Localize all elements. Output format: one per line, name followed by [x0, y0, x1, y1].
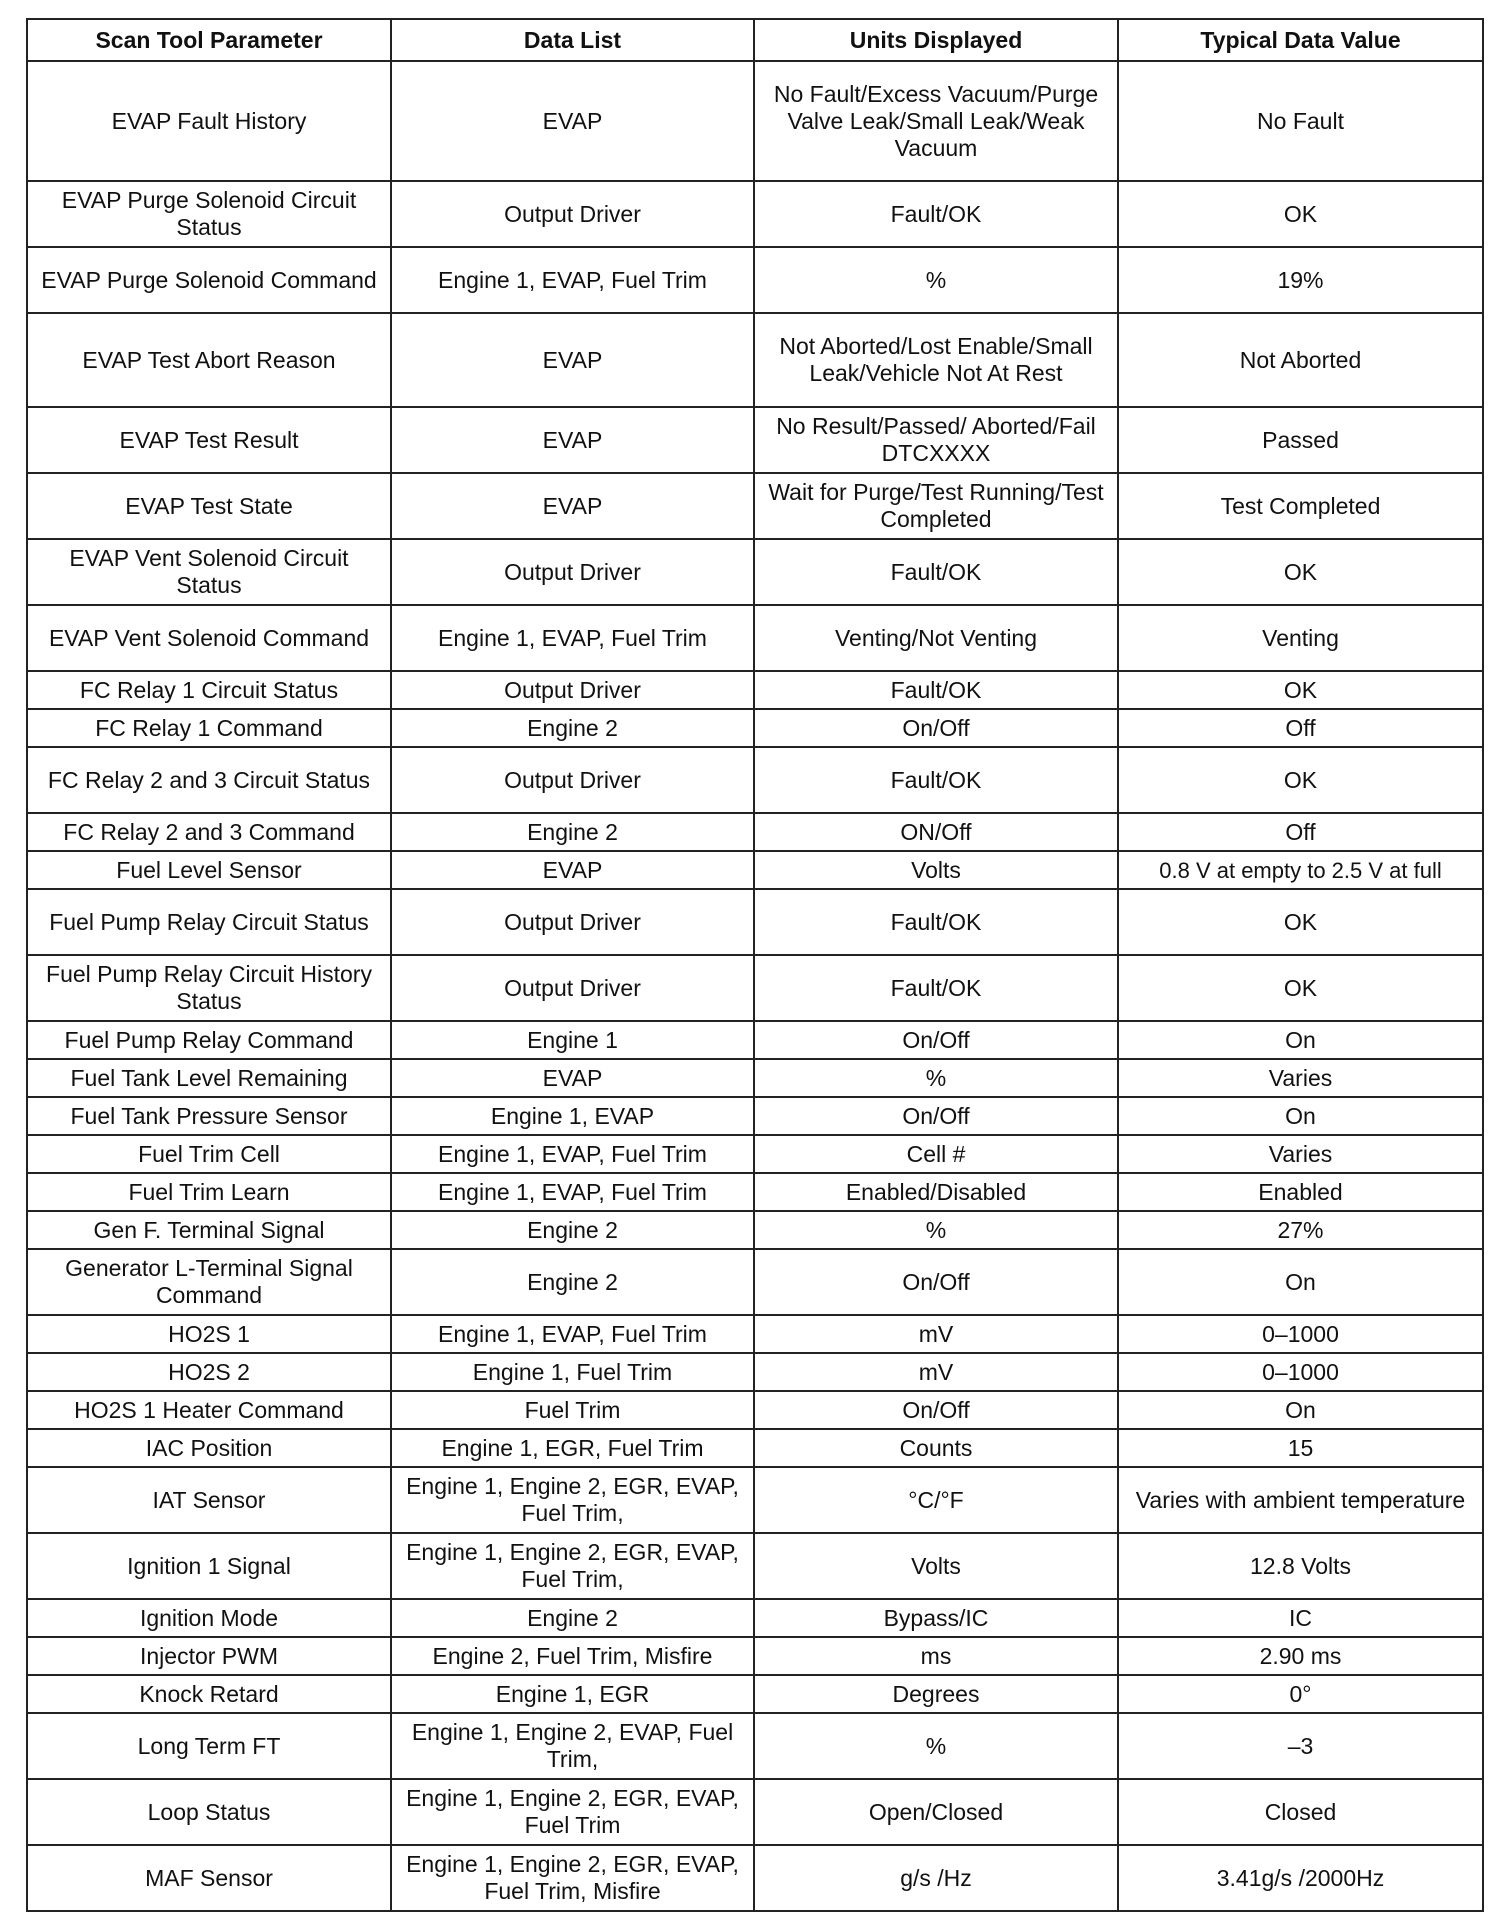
- table-row: [27, 709, 1483, 747]
- table-row: [27, 1097, 1483, 1135]
- cell-data-list: Engine 1, EVAP, Fuel Trim: [391, 1135, 754, 1173]
- cell-typical-value: 12.8 Volts: [1118, 1533, 1483, 1599]
- table-row: [27, 181, 1483, 247]
- cell-data-list: Engine 1, Engine 2, EGR, EVAP, Fuel Trim,: [391, 1467, 754, 1533]
- cell-parameter: Fuel Tank Level Remaining: [27, 1059, 391, 1097]
- cell-typical-value: 0–1000: [1118, 1315, 1483, 1353]
- table-row: [27, 1637, 1483, 1675]
- cell-typical-value: 3.41g/s /2000Hz: [1118, 1845, 1483, 1911]
- cell-parameter: EVAP Vent Solenoid Circuit Status: [27, 539, 391, 605]
- cell-typical-value: OK: [1118, 539, 1483, 605]
- cell-data-list: Output Driver: [391, 539, 754, 605]
- cell-data-list: Output Driver: [391, 955, 754, 1021]
- table-row: [27, 1173, 1483, 1211]
- cell-units: Volts: [754, 851, 1118, 889]
- cell-data-list: Engine 1, Engine 2, EGR, EVAP, Fuel Trim: [391, 1779, 754, 1845]
- cell-units: °C/°F: [754, 1467, 1118, 1533]
- header-scan-tool-parameter: Scan Tool Parameter: [27, 19, 391, 61]
- cell-units: Fault/OK: [754, 955, 1118, 1021]
- cell-parameter: FC Relay 1 Command: [27, 709, 391, 747]
- cell-data-list: Engine 1, EVAP, Fuel Trim: [391, 1173, 754, 1211]
- cell-units: Enabled/Disabled: [754, 1173, 1118, 1211]
- table-row: [27, 955, 1483, 1021]
- cell-data-list: Engine 1, EVAP: [391, 1097, 754, 1135]
- cell-parameter: Gen F. Terminal Signal: [27, 1211, 391, 1249]
- cell-data-list: Engine 1, EVAP, Fuel Trim: [391, 1315, 754, 1353]
- cell-units: %: [754, 1059, 1118, 1097]
- scan-tool-data-sheet: [26, 18, 1482, 1912]
- cell-parameter: Loop Status: [27, 1779, 391, 1845]
- cell-typical-value: On: [1118, 1249, 1483, 1315]
- cell-typical-value: Not Aborted: [1118, 313, 1483, 407]
- cell-parameter: IAC Position: [27, 1429, 391, 1467]
- table-row: [27, 605, 1483, 671]
- cell-data-list: EVAP: [391, 313, 754, 407]
- table-row: [27, 747, 1483, 813]
- cell-parameter: FC Relay 1 Circuit Status: [27, 671, 391, 709]
- cell-typical-value: No Fault: [1118, 61, 1483, 181]
- cell-parameter: Fuel Trim Cell: [27, 1135, 391, 1173]
- cell-units: On/Off: [754, 1097, 1118, 1135]
- cell-typical-value: On: [1118, 1097, 1483, 1135]
- cell-parameter: Knock Retard: [27, 1675, 391, 1713]
- cell-units: On/Off: [754, 1249, 1118, 1315]
- cell-data-list: EVAP: [391, 851, 754, 889]
- cell-units: Fault/OK: [754, 747, 1118, 813]
- header-data-list: Data List: [391, 19, 754, 61]
- cell-parameter: IAT Sensor: [27, 1467, 391, 1533]
- cell-data-list: Engine 2, Fuel Trim, Misfire: [391, 1637, 754, 1675]
- table-row: [27, 1713, 1483, 1779]
- cell-typical-value: –3: [1118, 1713, 1483, 1779]
- cell-typical-value: IC: [1118, 1599, 1483, 1637]
- table-row: [27, 889, 1483, 955]
- cell-data-list: Engine 2: [391, 813, 754, 851]
- cell-units: ON/Off: [754, 813, 1118, 851]
- table-header: [27, 19, 1483, 61]
- header-row: [27, 19, 1483, 61]
- cell-units: Bypass/IC: [754, 1599, 1118, 1637]
- cell-parameter: Generator L-Terminal Signal Command: [27, 1249, 391, 1315]
- cell-typical-value: On: [1118, 1391, 1483, 1429]
- table-row: [27, 407, 1483, 473]
- cell-data-list: Engine 1, Engine 2, EGR, EVAP, Fuel Trim,: [391, 1533, 754, 1599]
- cell-data-list: Engine 1, Fuel Trim: [391, 1353, 754, 1391]
- table-row: [27, 1391, 1483, 1429]
- table-row: [27, 1845, 1483, 1911]
- table-row: [27, 1249, 1483, 1315]
- cell-parameter: Fuel Pump Relay Circuit History Status: [27, 955, 391, 1021]
- table-row: [27, 1059, 1483, 1097]
- cell-typical-value: OK: [1118, 181, 1483, 247]
- cell-units: Fault/OK: [754, 181, 1118, 247]
- cell-data-list: EVAP: [391, 1059, 754, 1097]
- table-row: [27, 1467, 1483, 1533]
- table-row: [27, 1353, 1483, 1391]
- cell-data-list: Output Driver: [391, 181, 754, 247]
- cell-typical-value: OK: [1118, 671, 1483, 709]
- table-row: [27, 1021, 1483, 1059]
- table-row: [27, 1315, 1483, 1353]
- cell-data-list: Output Driver: [391, 889, 754, 955]
- cell-units: Fault/OK: [754, 671, 1118, 709]
- cell-data-list: Engine 1: [391, 1021, 754, 1059]
- cell-typical-value: Off: [1118, 813, 1483, 851]
- cell-units: Counts: [754, 1429, 1118, 1467]
- cell-units: ms: [754, 1637, 1118, 1675]
- cell-typical-value: Venting: [1118, 605, 1483, 671]
- cell-data-list: Output Driver: [391, 747, 754, 813]
- table-row: [27, 1429, 1483, 1467]
- cell-data-list: Engine 1, EGR: [391, 1675, 754, 1713]
- cell-units: Fault/OK: [754, 889, 1118, 955]
- cell-typical-value: Off: [1118, 709, 1483, 747]
- cell-data-list: EVAP: [391, 407, 754, 473]
- cell-parameter: Injector PWM: [27, 1637, 391, 1675]
- cell-data-list: Engine 1, EVAP, Fuel Trim: [391, 247, 754, 313]
- cell-units: Volts: [754, 1533, 1118, 1599]
- cell-parameter: EVAP Fault History: [27, 61, 391, 181]
- cell-typical-value: Test Completed: [1118, 473, 1483, 539]
- table-body: [27, 61, 1483, 1911]
- cell-typical-value: OK: [1118, 747, 1483, 813]
- cell-parameter: EVAP Test Abort Reason: [27, 313, 391, 407]
- cell-parameter: HO2S 1: [27, 1315, 391, 1353]
- table-row: [27, 1779, 1483, 1845]
- cell-parameter: Ignition 1 Signal: [27, 1533, 391, 1599]
- cell-data-list: Engine 2: [391, 1599, 754, 1637]
- cell-parameter: Fuel Tank Pressure Sensor: [27, 1097, 391, 1135]
- cell-parameter: FC Relay 2 and 3 Circuit Status: [27, 747, 391, 813]
- cell-parameter: Ignition Mode: [27, 1599, 391, 1637]
- cell-typical-value: 0.8 V at empty to 2.5 V at full: [1118, 851, 1483, 889]
- cell-typical-value: Enabled: [1118, 1173, 1483, 1211]
- cell-data-list: Engine 1, EVAP, Fuel Trim: [391, 605, 754, 671]
- cell-units: %: [754, 1713, 1118, 1779]
- header-units-displayed: Units Displayed: [754, 19, 1118, 61]
- cell-units: Venting/Not Venting: [754, 605, 1118, 671]
- cell-units: On/Off: [754, 709, 1118, 747]
- cell-parameter: Fuel Pump Relay Command: [27, 1021, 391, 1059]
- cell-units: Not Aborted/Lost Enable/Small Leak/Vehicle Not At Rest: [754, 313, 1118, 407]
- cell-units: On/Off: [754, 1391, 1118, 1429]
- cell-typical-value: Closed: [1118, 1779, 1483, 1845]
- cell-data-list: Engine 1, EGR, Fuel Trim: [391, 1429, 754, 1467]
- cell-data-list: Engine 2: [391, 709, 754, 747]
- cell-units: g/s /Hz: [754, 1845, 1118, 1911]
- table-row: [27, 313, 1483, 407]
- cell-typical-value: Varies: [1118, 1059, 1483, 1097]
- cell-units: On/Off: [754, 1021, 1118, 1059]
- cell-data-list: EVAP: [391, 473, 754, 539]
- table-row: [27, 473, 1483, 539]
- cell-parameter: HO2S 1 Heater Command: [27, 1391, 391, 1429]
- cell-units: mV: [754, 1353, 1118, 1391]
- table-row: [27, 1135, 1483, 1173]
- cell-parameter: FC Relay 2 and 3 Command: [27, 813, 391, 851]
- table-row: [27, 671, 1483, 709]
- cell-data-list: Engine 1, Engine 2, EGR, EVAP, Fuel Trim, Misfire: [391, 1845, 754, 1911]
- cell-parameter: EVAP Purge Solenoid Command: [27, 247, 391, 313]
- cell-typical-value: 2.90 ms: [1118, 1637, 1483, 1675]
- cell-typical-value: 27%: [1118, 1211, 1483, 1249]
- table-row: [27, 1675, 1483, 1713]
- cell-units: No Result/Passed/ Aborted/Fail DTCXXXX: [754, 407, 1118, 473]
- cell-parameter: MAF Sensor: [27, 1845, 391, 1911]
- table-row: [27, 851, 1483, 889]
- scan-tool-data-table: [26, 18, 1484, 1912]
- cell-typical-value: OK: [1118, 955, 1483, 1021]
- cell-parameter: Long Term FT: [27, 1713, 391, 1779]
- cell-data-list: Engine 1, Engine 2, EVAP, Fuel Trim,: [391, 1713, 754, 1779]
- table-row: [27, 247, 1483, 313]
- cell-typical-value: Passed: [1118, 407, 1483, 473]
- cell-typical-value: Varies: [1118, 1135, 1483, 1173]
- cell-parameter: Fuel Trim Learn: [27, 1173, 391, 1211]
- cell-units: %: [754, 247, 1118, 313]
- cell-units: mV: [754, 1315, 1118, 1353]
- cell-parameter: EVAP Test Result: [27, 407, 391, 473]
- cell-data-list: Engine 2: [391, 1211, 754, 1249]
- cell-units: Cell #: [754, 1135, 1118, 1173]
- cell-parameter: Fuel Pump Relay Circuit Status: [27, 889, 391, 955]
- cell-typical-value: 0–1000: [1118, 1353, 1483, 1391]
- cell-typical-value: Varies with ambient temperature: [1118, 1467, 1483, 1533]
- cell-units: Wait for Purge/Test Running/Test Completed: [754, 473, 1118, 539]
- table-row: [27, 1533, 1483, 1599]
- table-row: [27, 61, 1483, 181]
- cell-units: No Fault/Excess Vacuum/Purge Valve Leak/Small Leak/Weak Vacuum: [754, 61, 1118, 181]
- cell-typical-value: On: [1118, 1021, 1483, 1059]
- header-typical-data-value: Typical Data Value: [1118, 19, 1483, 61]
- cell-parameter: HO2S 2: [27, 1353, 391, 1391]
- cell-units: Open/Closed: [754, 1779, 1118, 1845]
- cell-typical-value: 19%: [1118, 247, 1483, 313]
- table-row: [27, 813, 1483, 851]
- cell-parameter: EVAP Vent Solenoid Command: [27, 605, 391, 671]
- cell-parameter: Fuel Level Sensor: [27, 851, 391, 889]
- table-row: [27, 539, 1483, 605]
- cell-units: Fault/OK: [754, 539, 1118, 605]
- cell-typical-value: OK: [1118, 889, 1483, 955]
- table-row: [27, 1599, 1483, 1637]
- cell-typical-value: 15: [1118, 1429, 1483, 1467]
- cell-units: Degrees: [754, 1675, 1118, 1713]
- cell-data-list: Fuel Trim: [391, 1391, 754, 1429]
- cell-parameter: EVAP Purge Solenoid Circuit Status: [27, 181, 391, 247]
- cell-data-list: Engine 2: [391, 1249, 754, 1315]
- cell-units: %: [754, 1211, 1118, 1249]
- cell-typical-value: 0°: [1118, 1675, 1483, 1713]
- cell-parameter: EVAP Test State: [27, 473, 391, 539]
- table-row: [27, 1211, 1483, 1249]
- cell-data-list: Output Driver: [391, 671, 754, 709]
- cell-data-list: EVAP: [391, 61, 754, 181]
